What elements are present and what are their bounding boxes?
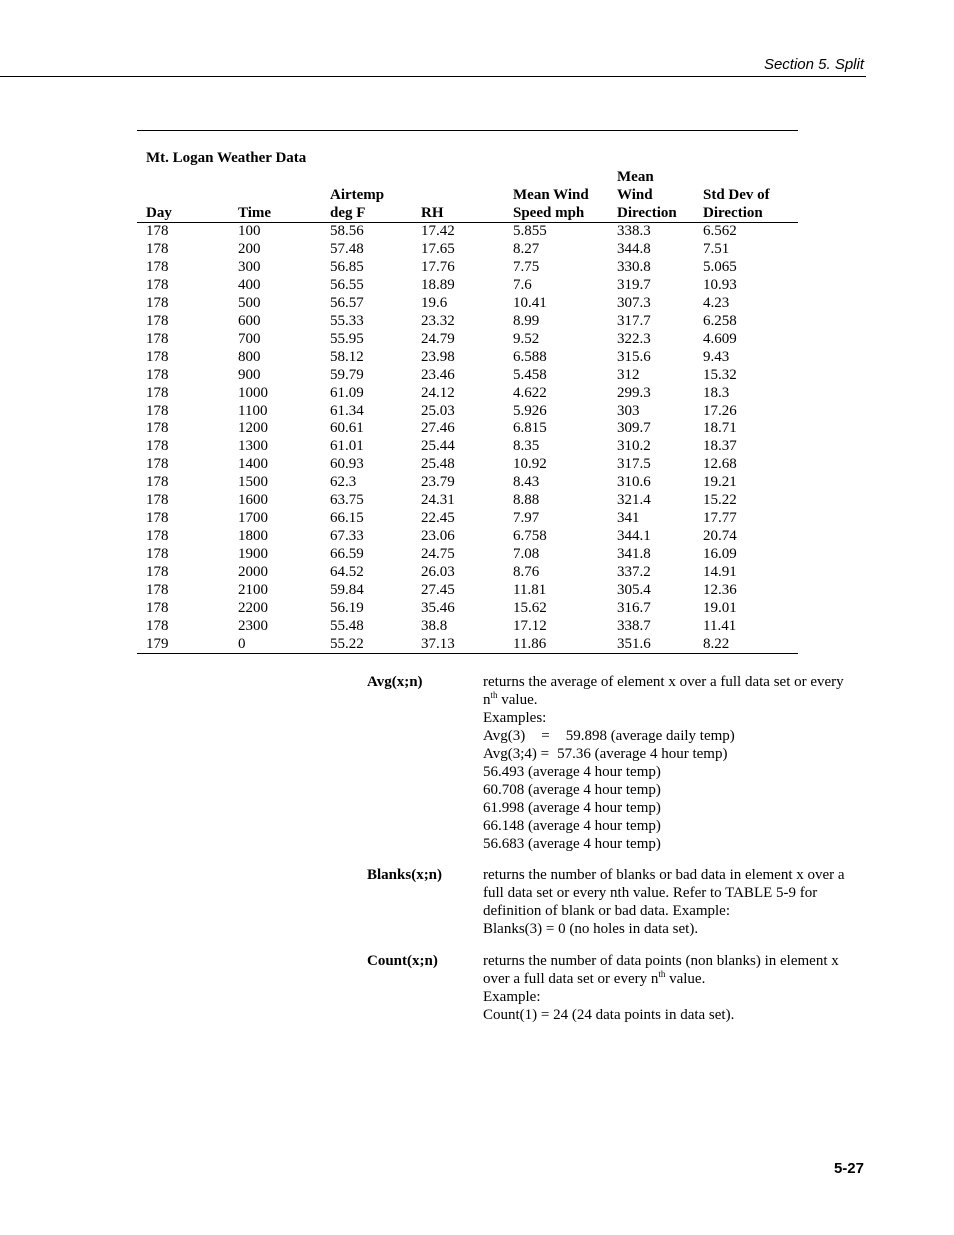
table-cell: 17.42 xyxy=(421,223,455,239)
table-title: Mt. Logan Weather Data xyxy=(146,150,307,166)
table-cell: 310.2 xyxy=(617,438,651,455)
table-cell: 61.01 xyxy=(330,438,364,455)
table-cell: 8.22 xyxy=(703,635,730,652)
table-cell: 321.4 xyxy=(617,492,651,509)
table-cell: 178 xyxy=(146,330,169,347)
blanks-desc-line: returns the number of blanks or bad data in element x over a xyxy=(483,867,845,883)
table-cell: 1400 xyxy=(238,456,268,473)
column-header-line: deg F xyxy=(330,205,366,221)
table-row xyxy=(0,546,954,564)
table-row xyxy=(0,349,954,367)
table-row xyxy=(0,241,954,259)
table-row xyxy=(0,438,954,456)
column-header xyxy=(330,168,384,222)
table-cell: 338.3 xyxy=(617,223,651,239)
table-cell: 1700 xyxy=(238,510,268,527)
table-cell: 20.74 xyxy=(703,528,737,545)
table-cell: 10.92 xyxy=(513,456,547,473)
table-cell: 600 xyxy=(238,312,261,329)
table-cell: 17.12 xyxy=(513,617,547,634)
table-row xyxy=(0,295,954,313)
table-cell: 178 xyxy=(146,582,169,599)
table-cell: 8.35 xyxy=(513,438,540,455)
column-header xyxy=(146,168,172,222)
column-header-line: Direction xyxy=(703,205,763,221)
avg-example-1: Avg(3) = 59.898 (average daily temp) xyxy=(483,728,735,744)
table-cell: 18.89 xyxy=(421,276,455,293)
column-header-line: Wind xyxy=(617,187,653,203)
avg-result: 56.493 (average 4 hour temp) xyxy=(483,764,661,780)
table-cell: 27.46 xyxy=(421,420,455,437)
table-cell: 2200 xyxy=(238,600,268,617)
blanks-example: Blanks(3) = 0 (no holes in data set). xyxy=(483,921,699,937)
table-cell: 26.03 xyxy=(421,564,455,581)
table-cell: 178 xyxy=(146,276,169,293)
column-header xyxy=(617,168,677,222)
avg-function-description xyxy=(483,673,863,853)
table-cell: 178 xyxy=(146,492,169,509)
table-cell: 56.19 xyxy=(330,600,364,617)
table-cell: 299.3 xyxy=(617,384,651,401)
table-cell: 19.6 xyxy=(421,294,448,311)
table-cell: 8.43 xyxy=(513,474,540,491)
table-cell: 5.855 xyxy=(513,223,547,239)
table-cell: 338.7 xyxy=(617,617,651,634)
table-cell: 5.065 xyxy=(703,258,737,275)
table-cell: 344.1 xyxy=(617,528,651,545)
count-function-description xyxy=(483,952,863,1024)
avg-result: 61.998 (average 4 hour temp) xyxy=(483,800,661,816)
table-cell: 178 xyxy=(146,420,169,437)
table-cell: 0 xyxy=(238,635,246,652)
table-cell: 25.03 xyxy=(421,402,455,419)
table-cell: 23.98 xyxy=(421,348,455,365)
table-row xyxy=(0,636,954,654)
table-cell: 2000 xyxy=(238,564,268,581)
table-cell: 200 xyxy=(238,240,261,257)
table-cell: 25.48 xyxy=(421,456,455,473)
table-row xyxy=(0,510,954,528)
table-cell: 178 xyxy=(146,366,169,383)
table-cell: 22.45 xyxy=(421,510,455,527)
column-header-line: Day xyxy=(146,205,172,221)
table-cell: 100 xyxy=(238,223,261,239)
avg-result: 60.708 (average 4 hour temp) xyxy=(483,782,661,798)
table-row xyxy=(0,223,954,241)
table-cell: 58.56 xyxy=(330,223,364,239)
table-row xyxy=(0,403,954,421)
table-cell: 1100 xyxy=(238,402,268,419)
table-cell: 64.52 xyxy=(330,564,364,581)
table-cell: 7.6 xyxy=(513,276,532,293)
table-cell: 24.79 xyxy=(421,330,455,347)
avg-result: 66.148 (average 4 hour temp) xyxy=(483,818,661,834)
table-cell: 1900 xyxy=(238,546,268,563)
table-cell: 1300 xyxy=(238,438,268,455)
table-cell: 11.86 xyxy=(513,635,547,652)
blanks-function-name: Blanks(x;n) xyxy=(367,867,443,883)
table-cell: 7.08 xyxy=(513,546,540,563)
table-cell: 303 xyxy=(617,402,640,419)
table-cell: 6.588 xyxy=(513,348,547,365)
table-cell: 23.06 xyxy=(421,528,455,545)
table-cell: 178 xyxy=(146,617,169,634)
table-cell: 9.52 xyxy=(513,330,540,347)
table-cell: 37.13 xyxy=(421,635,455,652)
table-top-rule xyxy=(137,130,798,131)
table-cell: 322.3 xyxy=(617,330,651,347)
table-cell: 23.79 xyxy=(421,474,455,491)
table-cell: 178 xyxy=(146,456,169,473)
table-cell: 17.76 xyxy=(421,258,455,275)
table-cell: 27.45 xyxy=(421,582,455,599)
table-cell: 18.71 xyxy=(703,420,737,437)
count-desc-line: over a full data set or every $n^{th}$ value. xyxy=(483,969,706,987)
column-header xyxy=(703,168,770,222)
table-cell: 18.3 xyxy=(703,384,730,401)
table-cell: 67.33 xyxy=(330,528,364,545)
column-header-line: Speed mph xyxy=(513,205,585,221)
table-cell: 55.48 xyxy=(330,617,364,634)
table-cell: 1600 xyxy=(238,492,268,509)
table-cell: 18.37 xyxy=(703,438,737,455)
table-row xyxy=(0,313,954,331)
count-function-name: Count(x;n) xyxy=(367,953,438,969)
column-header-line: Std Dev of xyxy=(703,187,770,203)
table-cell: 14.91 xyxy=(703,564,737,581)
table-row xyxy=(0,456,954,474)
avg-function-name: Avg(x;n) xyxy=(367,674,423,690)
table-cell: 178 xyxy=(146,384,169,401)
avg-example-2: Avg(3;4) = 57.36 (average 4 hour temp) xyxy=(483,746,728,762)
table-cell: 60.93 xyxy=(330,456,364,473)
table-cell: 58.12 xyxy=(330,348,364,365)
table-row xyxy=(0,277,954,295)
table-cell: 317.5 xyxy=(617,456,651,473)
table-row xyxy=(0,582,954,600)
table-cell: 700 xyxy=(238,330,261,347)
table-row xyxy=(0,259,954,277)
table-cell: 7.75 xyxy=(513,258,540,275)
table-cell: 8.27 xyxy=(513,240,540,257)
table-cell: 307.3 xyxy=(617,294,651,311)
table-cell: 6.815 xyxy=(513,420,547,437)
table-cell: 337.2 xyxy=(617,564,651,581)
table-row xyxy=(0,385,954,403)
table-cell: 178 xyxy=(146,294,169,311)
blanks-desc-line: full data set or every nth value. Refer to TABLE 5-9 for xyxy=(483,885,818,901)
table-cell: 178 xyxy=(146,402,169,419)
table-cell: 330.8 xyxy=(617,258,651,275)
table-cell: 23.46 xyxy=(421,366,455,383)
table-cell: 341 xyxy=(617,510,640,527)
table-cell: 61.09 xyxy=(330,384,364,401)
table-cell: 15.22 xyxy=(703,492,737,509)
table-cell: 19.21 xyxy=(703,474,737,491)
table-cell: 4.609 xyxy=(703,330,737,347)
avg-desc-line: returns the average of element x over a full data set or every xyxy=(483,674,844,690)
table-row xyxy=(0,600,954,618)
table-cell: 500 xyxy=(238,294,261,311)
table-cell: 19.01 xyxy=(703,600,737,617)
table-cell: 300 xyxy=(238,258,261,275)
column-header-line: Direction xyxy=(617,205,677,221)
table-cell: 178 xyxy=(146,223,169,239)
page-number: 5-27 xyxy=(833,1160,864,1177)
table-cell: 178 xyxy=(146,258,169,275)
avg-desc-line: $n^{th}$ value. xyxy=(483,690,538,708)
column-header-line: Time xyxy=(238,205,272,221)
table-cell: 1800 xyxy=(238,528,268,545)
table-row xyxy=(0,492,954,510)
column-header xyxy=(421,168,444,222)
table-row xyxy=(0,474,954,492)
table-cell: 59.79 xyxy=(330,366,364,383)
table-cell: 15.62 xyxy=(513,600,547,617)
table-cell: 178 xyxy=(146,438,169,455)
table-row xyxy=(0,420,954,438)
table-cell: 61.34 xyxy=(330,402,364,419)
table-cell: 8.76 xyxy=(513,564,540,581)
table-body xyxy=(0,223,954,654)
table-cell: 1500 xyxy=(238,474,268,491)
table-cell: 66.15 xyxy=(330,510,364,527)
count-example: Count(1) = 24 (24 data points in data set). xyxy=(483,1007,735,1023)
column-header xyxy=(238,168,271,222)
table-cell: 10.41 xyxy=(513,294,547,311)
table-row xyxy=(0,528,954,546)
table-cell: 57.48 xyxy=(330,240,364,257)
table-cell: 55.95 xyxy=(330,330,364,347)
table-cell: 4.622 xyxy=(513,384,547,401)
table-cell: 15.32 xyxy=(703,366,737,383)
table-cell: 60.61 xyxy=(330,420,364,437)
table-cell: 5.926 xyxy=(513,402,547,419)
avg-examples-label: Examples: xyxy=(483,710,547,726)
table-cell: 351.6 xyxy=(617,635,651,652)
table-cell: 178 xyxy=(146,564,169,581)
table-cell: 6.562 xyxy=(703,223,737,239)
table-cell: 66.59 xyxy=(330,546,364,563)
table-cell: 316.7 xyxy=(617,600,651,617)
table-cell: 310.6 xyxy=(617,474,651,491)
table-cell: 24.75 xyxy=(421,546,455,563)
table-cell: 315.6 xyxy=(617,348,651,365)
table-cell: 17.77 xyxy=(703,510,737,527)
table-cell: 56.55 xyxy=(330,276,364,293)
table-cell: 25.44 xyxy=(421,438,455,455)
table-cell: 900 xyxy=(238,366,261,383)
table-cell: 24.31 xyxy=(421,492,455,509)
table-cell: 317.7 xyxy=(617,312,651,329)
table-cell: 178 xyxy=(146,474,169,491)
table-row xyxy=(0,618,954,636)
table-cell: 16.09 xyxy=(703,546,737,563)
table-cell: 178 xyxy=(146,510,169,527)
column-header-line: Airtemp xyxy=(330,187,385,203)
table-cell: 6.258 xyxy=(703,312,737,329)
table-cell: 11.41 xyxy=(703,617,737,634)
table-cell: 344.8 xyxy=(617,240,651,257)
table-cell: 35.46 xyxy=(421,600,455,617)
table-cell: 319.7 xyxy=(617,276,651,293)
column-header-line: Mean xyxy=(617,169,654,185)
table-cell: 63.75 xyxy=(330,492,364,509)
table-cell: 312 xyxy=(617,366,640,383)
table-cell: 6.758 xyxy=(513,528,547,545)
table-cell: 800 xyxy=(238,348,261,365)
table-row xyxy=(0,564,954,582)
table-cell: 179 xyxy=(146,635,169,652)
table-cell: 11.81 xyxy=(513,582,547,599)
table-cell: 9.43 xyxy=(703,348,730,365)
table-row xyxy=(0,331,954,349)
avg-result: 56.683 (average 4 hour temp) xyxy=(483,836,661,852)
table-cell: 56.57 xyxy=(330,294,364,311)
table-cell: 341.8 xyxy=(617,546,651,563)
header-rule xyxy=(0,76,866,77)
table-cell: 4.23 xyxy=(703,294,730,311)
table-cell: 178 xyxy=(146,546,169,563)
table-cell: 1000 xyxy=(238,384,268,401)
table-cell: 56.85 xyxy=(330,258,364,275)
table-cell: 178 xyxy=(146,312,169,329)
blanks-function-description xyxy=(483,866,863,938)
table-cell: 59.84 xyxy=(330,582,364,599)
column-header-line: RH xyxy=(421,205,444,221)
table-cell: 23.32 xyxy=(421,312,455,329)
table-cell: 12.36 xyxy=(703,582,737,599)
table-cell: 178 xyxy=(146,528,169,545)
table-cell: 55.33 xyxy=(330,312,364,329)
column-header xyxy=(513,168,589,222)
table-cell: 24.12 xyxy=(421,384,455,401)
blanks-desc-line: definition of blank or bad data. Example: xyxy=(483,903,731,919)
table-cell: 7.97 xyxy=(513,510,540,527)
count-desc-line: returns the number of data points (non blanks) in element x xyxy=(483,953,839,969)
table-row xyxy=(0,367,954,385)
table-cell: 38.8 xyxy=(421,617,448,634)
table-cell: 8.99 xyxy=(513,312,540,329)
section-header: Section 5. Split xyxy=(763,56,864,73)
table-cell: 7.51 xyxy=(703,240,730,257)
table-cell: 62.3 xyxy=(330,474,357,491)
table-cell: 178 xyxy=(146,240,169,257)
table-cell: 2100 xyxy=(238,582,268,599)
table-cell: 17.26 xyxy=(703,402,737,419)
table-cell: 305.4 xyxy=(617,582,651,599)
table-cell: 55.22 xyxy=(330,635,364,652)
table-cell: 12.68 xyxy=(703,456,737,473)
table-cell: 17.65 xyxy=(421,240,455,257)
table-cell: 178 xyxy=(146,600,169,617)
table-cell: 178 xyxy=(146,348,169,365)
table-cell: 8.88 xyxy=(513,492,540,509)
table-cell: 1200 xyxy=(238,420,268,437)
table-cell: 5.458 xyxy=(513,366,547,383)
table-cell: 2300 xyxy=(238,617,268,634)
table-bottom-rule xyxy=(137,653,798,654)
table-cell: 400 xyxy=(238,276,261,293)
count-example-label: Example: xyxy=(483,989,541,1005)
table-cell: 10.93 xyxy=(703,276,737,293)
column-header-line: Mean Wind xyxy=(513,187,589,203)
table-cell: 309.7 xyxy=(617,420,651,437)
